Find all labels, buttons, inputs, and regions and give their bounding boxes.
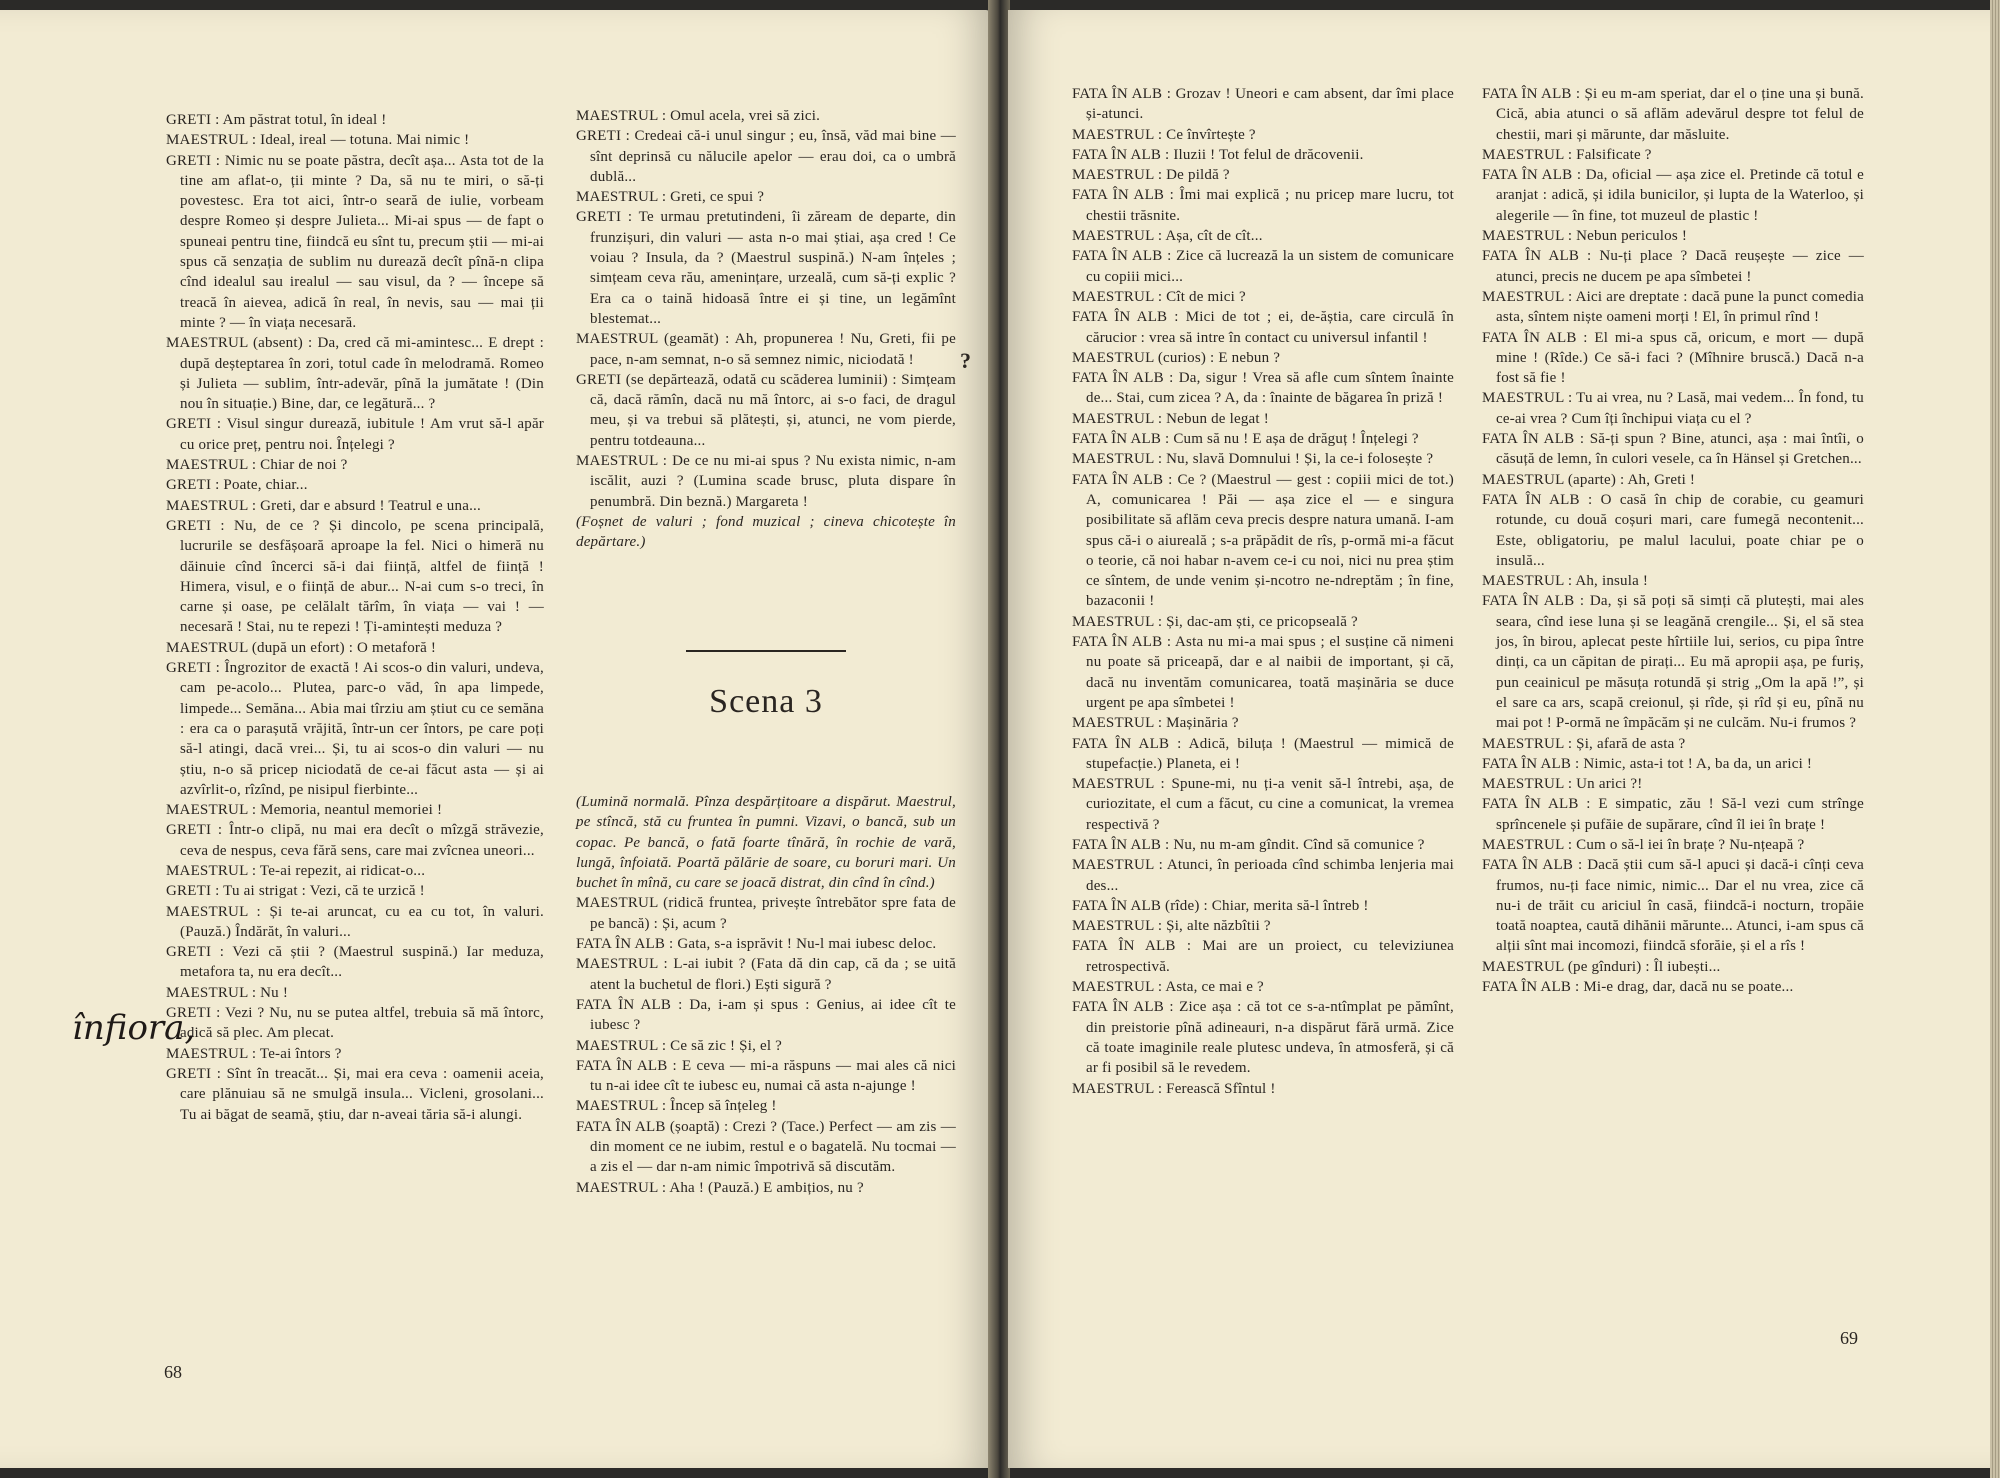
dialogue-line: FATA ÎN ALB : O casă în chip de corabie, cu geamuri rotunde, cu două coșuri mari, care fumegă necontenit... Este, obligatoriu, pe malul lacului, poate chiar pe o insulă... [1482, 491, 1864, 569]
dialogue-line: MAESTRUL (după un efort) : O metaforă ! [166, 639, 437, 656]
dialogue-line: FATA ÎN ALB : E ceva — mi-a răspuns — mai ales că nici tu n-ai idee cît te iubesc eu, numai că asta n-ajunge ! [576, 1057, 956, 1095]
dialogue-line: MAESTRUL (absent) : Da, cred că mi-amintesc... E drept : după deșteptarea în zori, totul cade în melodramă. Romeo și Julieta — sublim, într-adevăr, pînă la jumătate ! (Din nou în situație.) Bine, dar, ce legătură... ? [166, 335, 544, 413]
dialogue-line: FATA ÎN ALB : Gata, s-a isprăvit ! Nu-l mai iubesc deloc. [576, 936, 937, 953]
dialogue-line: FATA ÎN ALB : Adică, biluța ! (Maestrul — mimică de stupefacție.) Planeta, ei ! [1072, 735, 1454, 772]
dialogue-line: GRETI : Poate, chiar... [166, 477, 308, 494]
dialogue-line: GRETI : Tu ai strigat : Vezi, că te urzică ! [166, 883, 425, 900]
handwritten-annotation [70, 995, 210, 1055]
dialogue-line: MAESTRUL : Ce învîrtește ? [1072, 126, 1256, 143]
right-page [1008, 10, 1992, 1468]
dialogue-line: MAESTRUL : Asta, ce mai e ? [1072, 979, 1264, 996]
dialogue-line: MAESTRUL : Și, alte năzbîtii ? [1072, 918, 1271, 935]
scene-heading [576, 650, 956, 722]
dialogue-line: FATA ÎN ALB : Da, sigur ! Vrea să afle cum sîntem înainte de... Stai, cum zicea ? A, da : înainte de băgarea în priză ! [1072, 370, 1454, 407]
dialogue-line: MAESTRUL : De pildă ? [1072, 167, 1230, 184]
dialogue-line: FATA ÎN ALB : Mi-e drag, dar, dacă nu se poate... [1482, 979, 1794, 996]
dialogue-line: FATA ÎN ALB : El mi-a spus că, oricum, e mort — după mine ! (Rîde.) Ce să-i faci ? (Mîhnire bruscă.) Dacă n-a fost să fie ! [1482, 329, 1864, 387]
dialogue-line: MAESTRUL : Un arici ?! [1482, 776, 1643, 793]
dialogue-line: GRETI (se depărtează, odată cu scăderea luminii) : Simțeam că, dacă rămîn, dacă nu mă întorc, ai s-o faci, de dragul meu, și va trebui să plătești, și, atunci, ne vom pierde, pentru totdeauna... [576, 371, 956, 449]
dialogue-line: MAESTRUL : Nebun de legat ! [1072, 410, 1269, 427]
dialogue-line: MAESTRUL : Te-ai repezit, ai ridicat-o... [166, 862, 426, 879]
dialogue-line: MAESTRUL : Chiar de noi ? [166, 457, 348, 474]
dialogue-line: GRETI : Visul singur durează, iubitule ! Am vrut să-l apăr cu orice preț, pentru noi. Înțelegi ? [166, 416, 544, 453]
dialogue-line: MAESTRUL : Atunci, în perioada cînd schimba lenjeria mai des... [1072, 857, 1454, 894]
dialogue-line: FATA ÎN ALB : Mici de tot ; ei, de-ăștia, care circulă în cărucior : vrea să intre în contact cu universul infantil ! [1072, 309, 1454, 346]
dialogue-line: FATA ÎN ALB : Da, oficial — așa zice el. Pretinde că totul e aranjat : adică, și idila bunicilor, și lupta de la Waterloo, și alegerile — în fine, tot muzeul de plastic ! [1482, 167, 1864, 224]
handwritten-text: înfiora, [72, 1008, 196, 1048]
dialogue-line: FATA ÎN ALB : Cum să nu ! E așa de drăguț ! Înțelegi ? [1072, 431, 1419, 448]
page-edges [1990, 0, 2000, 1478]
dialogue-line: MAESTRUL : Încep să înțeleg ! [576, 1098, 777, 1115]
dialogue-line: MAESTRUL (geamăt) : Ah, propunerea ! Nu, Greti, fii pe pace, n-am semnat, n-o să semnez nimic, niciodată ! [576, 331, 956, 368]
dialogue-line: FATA ÎN ALB : Ce ? (Maestrul — gest : copiii mici de tot.) A, comunicarea ! Păi — așa zice el — e singura posibilitate să aflăm ceva precis despre natura umană. I-am spus că-i o aiureală ; s-a prăpădit de rîs, p-ormă mi-a făcut o teorie, că noi habar n-avem ce-i cu noi, nici nu prea știm ce sîntem, de unde venim și-ncotro ne-ndreptăm ; în fine, bazaconii ! [1072, 471, 1454, 610]
dialogue-line: MAESTRUL (curios) : E nebun ? [1072, 349, 1281, 366]
left-page [0, 10, 990, 1468]
dialogue-line: GRETI : Am păstrat totul, în ideal ! [166, 112, 387, 128]
dialogue-line: FATA ÎN ALB : Și eu m-am speriat, dar el o ține una și bună. Cică, abia atunci o să aflăm adevărul despre tot felul de chestii, mari și mărunte, dar măsluite. [1482, 86, 1864, 143]
dialogue-line: (Foșnet de valuri ; fond muzical ; cineva chicotește în depărtare.) [576, 513, 956, 551]
dialogue-line: MAESTRUL : Cît de mici ? [1072, 288, 1246, 305]
right-column-1 [1072, 84, 1454, 1099]
dialogue-line: GRETI : Îngrozitor de exactă ! Ai scos-o din valuri, undeva, cam pe-acolo... Plutea, parc-o văd, în apa limpede, limpede... Semăna... Abia mai tîrziu am știut cu ce semăna : era ca o parașută vrăjită, într-un cer întors, pe care poți să-l atingi, dacă vrei... Și, tu ai scos-o din valuri — nu știu, n-o să pricep niciodată de ce-ai făcut asta — și ai azvîrlit-o, rîzînd, pe nisipul fierbinte... [166, 660, 544, 798]
scene-divider [686, 650, 846, 652]
dialogue-line: FATA ÎN ALB : Nu, nu m-am gîndit. Cînd să comunice ? [1072, 836, 1425, 853]
dialogue-line: MAESTRUL : Și, afară de asta ? [1482, 735, 1686, 752]
page-number-left: 68 [164, 1362, 182, 1382]
dialogue-line: MAESTRUL : Ce să zic ! Și, el ? [576, 1037, 783, 1054]
dialogue-line: GRETI : Vezi ? Nu, nu se putea altfel, trebuia să mă întorc, adică să plec. Am plecat. [166, 1005, 544, 1042]
dialogue-line: FATA ÎN ALB (șoaptă) : Crezi ? (Tace.) Perfect — am zis — din moment ce ne iubim, restul e o bagatelă. Nu tocmai — a zis el — dar n-am nimic împotrivă să discutăm. [576, 1118, 956, 1176]
dialogue-line: MAESTRUL : Greti, dar e absurd ! Teatrul e una... [166, 497, 481, 514]
dialogue-line: MAESTRUL : Spune-mi, nu ți-a venit să-l întrebi, așa, de curiozitate, el cum a făcut, cu cine a comunicat, la vremea respectivă ? [1072, 776, 1454, 833]
dialogue-line: MAESTRUL : Tu ai vrea, nu ? Lasă, mai vedem... În fond, tu ce-ai vrea ? Cum îți închipui viața cu el ? [1482, 390, 1864, 427]
dialogue-line: FATA ÎN ALB : Da, i-am și spus : Genius, ai idee cît te iubesc ? [576, 996, 956, 1034]
dialogue-line: (Lumină normală. Pînza despărțitoare a dispărut. Maestrul, pe stîncă, stă cu fruntea în pumni. Vizavi, o bancă, sub un copac. Pe bancă, o fată foarte tînără, în rochie de vară, lungă, înfoiată. Poartă pălărie de soare, cu boruri mari. Un buchet în mînă, cu care se joacă distrat, din cînd în cînd.) [576, 794, 956, 892]
page-number-right: 69 [1840, 1328, 1858, 1348]
dialogue-line: FATA ÎN ALB : Nimic, asta-i tot ! A, ba da, un arici ! [1482, 755, 1813, 772]
dialogue-line: FATA ÎN ALB : Grozav ! Uneori e cam absent, dar îmi place și-atunci. [1072, 86, 1454, 123]
dialogue-line: FATA ÎN ALB : Da, și să poți să simți că plutești, mai ales seara, cînd iese luna și se leagănă crengile... Și, el să stea jos, în birou, aplecat peste hîrtiile lui, serios, cu pipa între dinți, ca un căpitan de pirați... Eu mă apropii așa, pe furiș, pun ceainicul pe măsuța rotundă și strig „Om la apă !”, și el sare ca ars, scapă creionul, și rîde, și rîd și eu, pînă nu mai pot ! P-ormă ne împăcăm și ne culcăm. Nu-i frumos ? [1482, 593, 1864, 732]
dialogue-line: FATA ÎN ALB : Nu-ți place ? Dacă reușește — zice — atunci, precis ne ducem pe apa sîmbetei ! [1482, 248, 1864, 285]
dialogue-line: MAESTRUL : Nu, slavă Domnului ! Și, la ce-i folosește ? [1072, 451, 1434, 468]
dialogue-line: MAESTRUL : Și te-ai aruncat, cu ea cu tot, în valuri. (Pauză.) Îndărăt, în valuri... [166, 903, 544, 940]
dialogue-line: MAESTRUL : Ideal, ireal — totuna. Mai nimic ! [166, 132, 470, 149]
dialogue-line: FATA ÎN ALB : Asta nu mi-a mai spus ; el susține că nimeni nu poate să priceapă, dar e al naibii de important, și că, dacă nu inventăm comunicarea, toată mașinăria se duce urgent pe apa sîmbetei ! [1072, 634, 1454, 711]
dialogue-line: GRETI : Nimic nu se poate păstra, decît așa... Asta tot de la tine am aflat-o, ții minte ? Da, să nu te miri, o să-ți povestesc. Era tot aici, într-o seară de iulie, vorbeam despre Romeo și despre Julieta... Mi-ai spus — de fapt o spuneai pentru tine, fiindcă eu sînt tu, precum știi — mi-ai spus că senzația de sublim nu durează decît pînă-n clipa cînd idealul sau irealul — sau visul, da ? — începe să treacă în aievea, adică în real, în nevis, sau — mai ții minte ? — în viața necesară. [166, 152, 544, 331]
dialogue-line: GRETI : Sînt în treacăt... Și, mai era ceva : oamenii aceia, care plănuiau să ne smulgă insula... Vicleni, grosolani... Tu ai băgat de seamă, știu, dar n-aveai tăria să-i alungi. [166, 1065, 544, 1123]
dialogue-line: GRETI : Nu, de ce ? Și dincolo, pe scena principală, lucrurile se desfășoară aproape la fel. Nici o himeră nu dăinuie cînd încerci să-i dai ființă, altfel de ființă ! Himera, visul, e o ființă de abur... N-ai cum s-o treci, în carne și oase, pe celălalt tărîm, în viața — vai ! — necesară ! Stai, nu te repezi ! Ți-amintești meduza ? [166, 517, 544, 636]
dialogue-line: MAESTRUL (aparte) : Ah, Greti ! [1482, 471, 1696, 488]
dialogue-line: MAESTRUL : Mașinăria ? [1072, 715, 1239, 732]
dialogue-line: MAESTRUL : Cum o să-l iei în brațe ? Nu-nțeapă ? [1482, 836, 1805, 853]
dialogue-line: FATA ÎN ALB : Dacă știi cum să-l apuci și dacă-i cînți ceva frumos, nu-ți face nimic, nimic... Dar el nu vrea, zice că nu-i de trăit cu ariciul în casă, fiindcă-i nocturn, tropăie toată noaptea, caută dihănii mărunte... Atunci, i-am spus că alții sînt mai incomozi, fiindcă sforăie, și el a rîs ! [1482, 857, 1864, 955]
dialogue-line: MAESTRUL : Așa, cît de cît... [1072, 228, 1263, 245]
dialogue-line: MAESTRUL : Aha ! (Pauză.) E ambițios, nu ? [576, 1179, 864, 1196]
dialogue-line: FATA ÎN ALB : Să-ți spun ? Bine, atunci, așa : mai întîi, o căsuță de lemn, în culori vesele, ca în Hänsel și Gretchen... [1482, 431, 1864, 468]
dialogue-line: GRETI : Te urmau pretutindeni, îi zăream de departe, din frunzișuri, din valuri — asta n-o mai știai, așa cred ! Ce voiau ? Insula, da ? (Maestrul suspină.) N-am înțeles ; simțeam ceva rău, amenințare, urzeală, cum să-ți explic ? Era ca o taină hidoasă între ei și tine, un legămînt blestemat... [576, 209, 956, 327]
dialogue-line: FATA ÎN ALB : Zice așa : că tot ce s-a-ntîmplat pe pămînt, din preistorie pînă adineauri, n-a dispărut fără urmă. Zice că toate imaginile reale plutesc undeva, în atmosferă, și că ar fi posibil să le revedem. [1072, 999, 1454, 1077]
dialogue-line: MAESTRUL (ridică fruntea, privește întrebător spre fata de pe bancă) : Și, acum ? [576, 895, 956, 932]
dialogue-line: GRETI : Într-o clipă, nu mai era decît o mîzgă străvezie, ceva de nespus, ceva fără sens, care mai zvîcnea uneori... [166, 822, 544, 859]
dialogue-line: MAESTRUL : Nu ! [166, 984, 289, 1001]
dialogue-line: GRETI : Vezi că știi ? (Maestrul suspină.) Iar meduza, metafora ta, nu era decît... [166, 944, 544, 981]
dialogue-line: MAESTRUL : Falsificate ? [1482, 146, 1652, 163]
left-column-1 [166, 110, 544, 1125]
dialogue-line: MAESTRUL : Omul acela, vrei să zici. [576, 108, 821, 124]
dialogue-line: FATA ÎN ALB (rîde) : Chiar, merita să-l întreb ! [1072, 897, 1369, 914]
dialogue-line: MAESTRUL : Greti, ce spui ? [576, 189, 765, 206]
dialogue-line: MAESTRUL : Aici are dreptate : dacă pune la punct comedia asta, sîntem niște oameni morți ! El, în primul rînd ! [1482, 288, 1864, 326]
dialogue-line: MAESTRUL : De ce nu mi-ai spus ? Nu exista nimic, n-am iscălit, auzi ? (Lumina scade brusc, pluta dispare în penumbră. Din beznă.) Margareta ! [576, 453, 956, 510]
dialogue-line: MAESTRUL : Memoria, neantul memoriei ! [166, 802, 443, 819]
scene-title: Scena 3 [709, 683, 823, 720]
handwritten-question-mark: ? [960, 348, 971, 373]
dialogue-line: MAESTRUL (pe gînduri) : Îl iubești... [1482, 958, 1721, 975]
left-column-2-after [576, 792, 956, 1198]
right-column-2 [1482, 84, 1864, 997]
dialogue-line: FATA ÎN ALB : Mai are un proiect, cu televiziunea retrospectivă. [1072, 938, 1454, 975]
dialogue-line: FATA ÎN ALB : Zice că lucrează la un sistem de comunicare cu copiii mici... [1072, 248, 1454, 285]
dialogue-line: MAESTRUL : Ah, insula ! [1482, 573, 1649, 590]
left-column-2 [576, 106, 956, 553]
dialogue-line: MAESTRUL : Și, dac-am ști, ce pricopseală ? [1072, 613, 1358, 630]
dialogue-line: FATA ÎN ALB : Iluzii ! Tot felul de drăcovenii. [1072, 146, 1364, 163]
dialogue-line: MAESTRUL : Nebun periculos ! [1482, 228, 1688, 245]
dialogue-line: MAESTRUL : Te-ai întors ? [166, 1045, 342, 1062]
dialogue-line: GRETI : Credeai că-i unul singur ; eu, însă, văd mai bine — sînt deprinsă cu nălucile apelor — erau doi, ca o umbră dublă... [576, 128, 956, 185]
dialogue-line: FATA ÎN ALB : E simpatic, zău ! Să-l vezi cum strînge sprîncenele și pufăie de supărare, cînd îl iei în brațe ! [1482, 796, 1864, 833]
book-gutter [988, 0, 1010, 1478]
dialogue-line: MAESTRUL : Ferească Sfîntul ! [1072, 1080, 1276, 1097]
dialogue-line: FATA ÎN ALB : Îmi mai explică ; nu pricep mare lucru, tot chestii trăsnite. [1072, 187, 1454, 224]
dialogue-line: MAESTRUL : L-ai iubit ? (Fata dă din cap, că da ; se uită atent la buchetul de flori.) Ești sigură ? [576, 956, 956, 993]
